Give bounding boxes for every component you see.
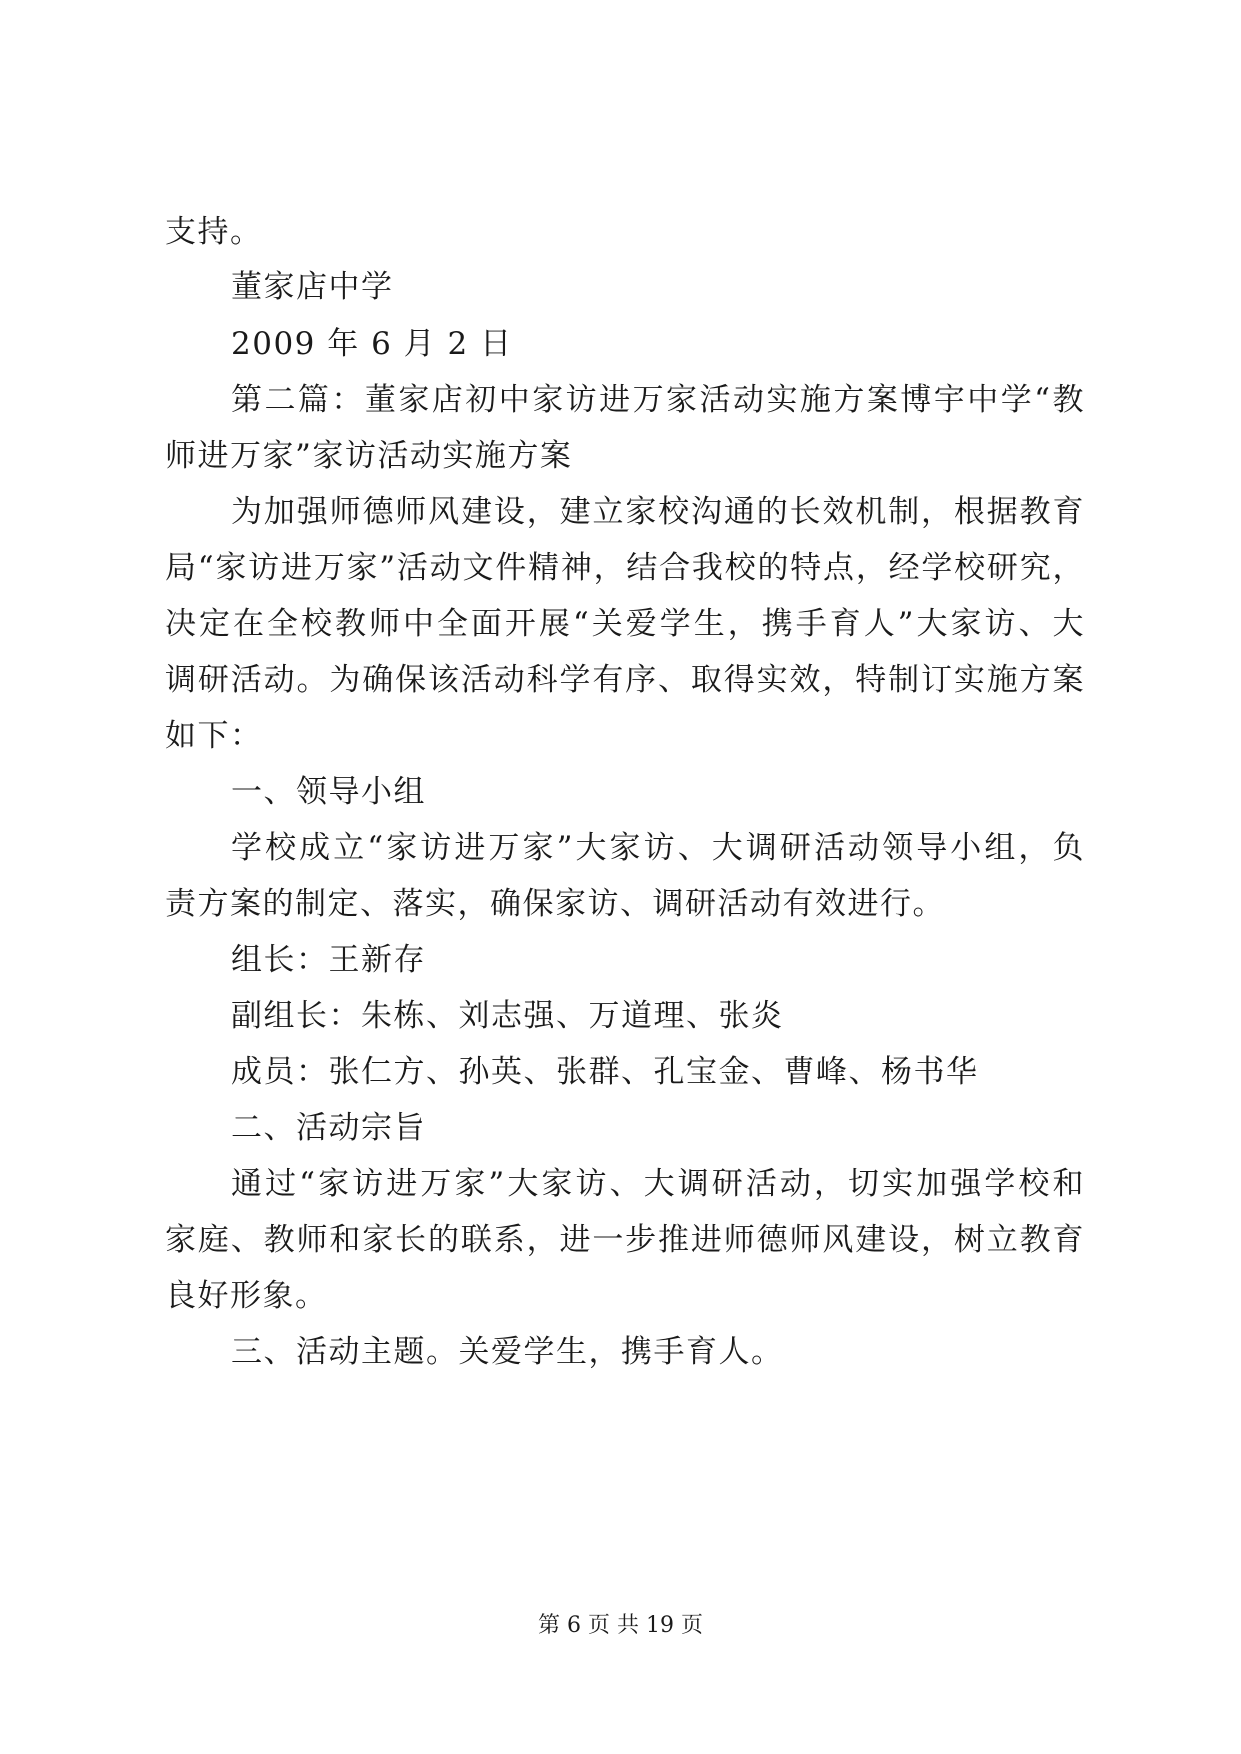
text-line: 支持。 bbox=[165, 214, 263, 250]
page-number-footer: 第 6 页 共 19 页 bbox=[538, 1613, 703, 1638]
section-title-cont: 师进万家”家访活动实施方案 bbox=[165, 438, 573, 474]
heading-theme: 三、活动主题。关爱学生，携手育人。 bbox=[231, 1334, 784, 1370]
paragraph-line: 为加强师德师风建设，建立家校沟通的长效机制，根据教育 bbox=[231, 494, 1085, 530]
paragraph-line: 家庭、教师和家长的联系，进一步推进师德师风建设，树立教育 bbox=[165, 1222, 1085, 1258]
signature-school: 董家店中学 bbox=[231, 269, 394, 305]
deputy-leaders: 副组长：朱栋、刘志强、万道理、张炎 bbox=[231, 998, 784, 1034]
heading-leadership-group: 一、领导小组 bbox=[231, 774, 426, 810]
members: 成员：张仁方、孙英、张群、孔宝金、曹峰、杨书华 bbox=[231, 1054, 979, 1090]
paragraph-line: 良好形象。 bbox=[165, 1278, 328, 1314]
paragraph-line: 局“家访进万家”活动文件精神，结合我校的特点，经学校研究， bbox=[165, 550, 1085, 586]
paragraph-line: 通过“家访进万家”大家访、大调研活动，切实加强学校和 bbox=[231, 1166, 1085, 1202]
paragraph-line: 决定在全校教师中全面开展“关爱学生，携手育人”大家访、大 bbox=[165, 606, 1085, 642]
heading-purpose: 二、活动宗旨 bbox=[231, 1110, 426, 1146]
group-leader: 组长：王新存 bbox=[231, 942, 426, 978]
signature-date: 2009 年 6 月 2 日 bbox=[231, 326, 513, 362]
section-title: 第二篇：董家店初中家访进万家活动实施方案博宇中学“教 bbox=[231, 382, 1085, 418]
paragraph-line: 责方案的制定、落实，确保家访、调研活动有效进行。 bbox=[165, 886, 945, 922]
paragraph-line: 如下： bbox=[165, 718, 263, 754]
paragraph-line: 学校成立“家访进万家”大家访、大调研活动领导小组，负 bbox=[231, 830, 1085, 866]
paragraph-line: 调研活动。为确保该活动科学有序、取得实效，特制订实施方案 bbox=[165, 662, 1085, 698]
